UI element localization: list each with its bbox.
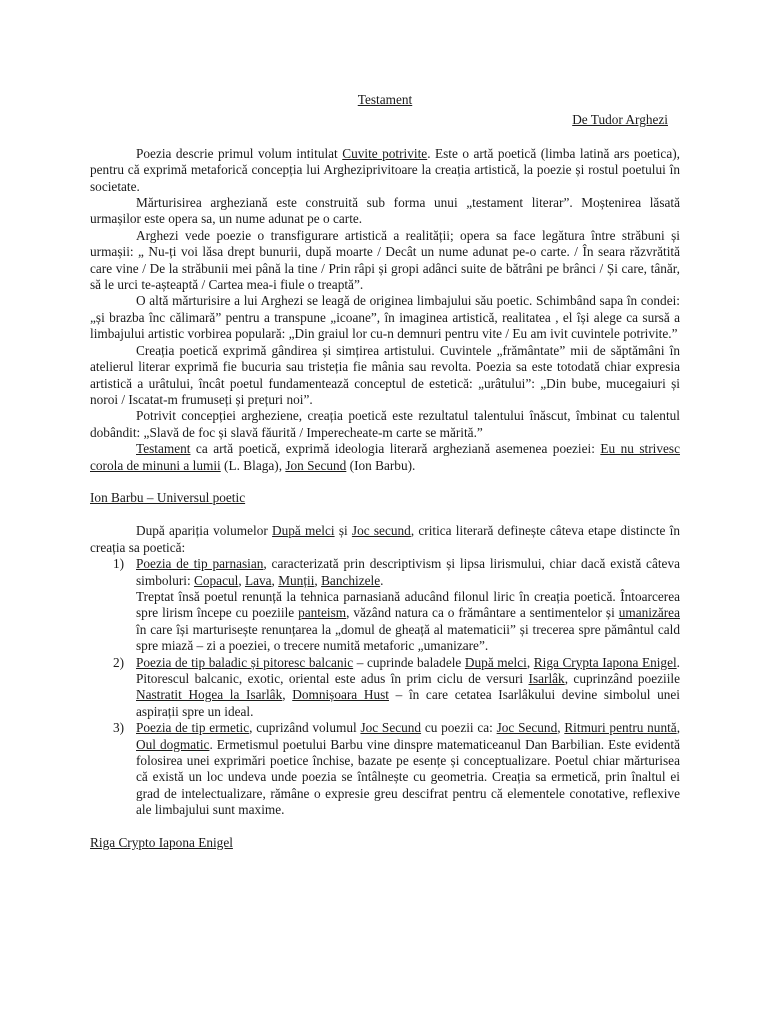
text-run: Poezia descrie primul volum intitulat (136, 145, 343, 161)
text-run: , caracterizată prin descriptivism și lipsa lirismului, chiar dacă există câteva simboluri: (136, 556, 681, 588)
underlined-reference: Lava (244, 572, 272, 588)
underlined-reference: Poezia de tip baladic și pitoresc balcanic (136, 654, 354, 670)
underlined-reference: Cuvite potrivite (342, 145, 428, 161)
text-run: , cuprizând volumul (249, 720, 361, 736)
underlined-reference: Testament (136, 441, 191, 457)
text-run: . Este o artă poetică (limba latină ars poetica), pentru că exprimă metaforică concepția lui Argheziprivitoare la creația artistică, la poezie și rostul poetului în societate. (90, 145, 680, 194)
text-run: – în care cetatea Isarlâkului devine simbolul unei aspirații spre un ideal. (136, 687, 680, 719)
underlined-reference: Joc Secund (360, 720, 422, 736)
text-run: Treptat însă poetul renunță la tehnica parnasiană aducând filonul liric în creația poetică. Întoarcerea spre lirism începe cu poeziile (136, 588, 680, 621)
paragraph-creatie (90, 343, 680, 409)
stage-list-item (90, 655, 680, 721)
text-run: , (271, 572, 279, 588)
underlined-reference: Copacul (194, 572, 239, 588)
text-run: (L. Blaga), (220, 457, 286, 473)
text-run: , (238, 572, 245, 588)
underlined-reference: Jon Secund (285, 457, 347, 473)
paragraph-testament (90, 195, 680, 228)
underlined-reference: Oul dogmatic (136, 736, 210, 752)
underlined-reference: Nastratit Hogea la Isarlâk (136, 687, 283, 703)
underlined-reference: Riga Crypta Iapona Enigel (533, 654, 677, 670)
underlined-reference: panteism (298, 605, 347, 621)
paragraph-limbaj (90, 293, 680, 342)
text-run: , văzând natura ca o frământare a sentimentelor și (346, 605, 619, 621)
text-run: și (334, 523, 352, 539)
underlined-reference: Isarlâk (528, 671, 565, 686)
text-run: După apariția volumelor (136, 523, 273, 539)
paragraph-intro (90, 146, 680, 195)
text-run: Creația poetică exprimă gândirea și simțirea artistului. Cuvintele „frământate” mii de săptămâni în atelierul literar exprimă fie bucuria sau tristeția fie mânia sau revolta. Poezia sa este totodată chiar expresia artistică a urâtului, încât poetul fundamentează conceptul de estetică: „urâtului”: „Din bube, mucegaiuri și noroi / Iscatat-m frumuseți și prețuri noi”. (90, 342, 680, 407)
stages-list (90, 556, 680, 819)
poem-author: De Tudor Arghezi (572, 112, 668, 128)
underlined-reference: Joc Secund (496, 720, 558, 736)
text-run: , (314, 572, 322, 588)
text-run: , (676, 720, 681, 736)
underlined-reference: Poezia de tip ermetic (136, 720, 250, 736)
text-run: , (557, 720, 565, 736)
text-run: – cuprinde baladele (353, 654, 465, 670)
underlined-reference: Munții (278, 572, 315, 588)
text-run: , (282, 687, 293, 703)
text-run: . Pitorescul balcanic, exotic, oriental este adus în prim ciclu de versuri (136, 654, 680, 686)
document-page (90, 92, 680, 851)
list-item-text (136, 720, 680, 817)
text-run: în care își marturisește renunțarea la „domul de gheață al matematicii” și trecerea spre pământul cald spre miază – zi a poeziei, o trecere numită metaforic „umanizare”. (136, 621, 680, 654)
underlined-reference: Joc secund (351, 523, 411, 539)
text-run: Arghezi vede poezie o transfigurare artistică a realității; opera sa face legătura între străbuni și urmașii: „ Nu-ți voi lăsa drept bunurii, după moarte / Decât un nume adunat pe-o carte. / În seara răzvrătită care vine / De la străbunii mei până la tine / Prin râpi și gropi adânci suite de bătrâni pe brânci / Și care, tânăr, să le urci te-așteaptă / Cartea mea-i fiule o treaptă”. (90, 227, 680, 293)
list-number: 3) (113, 720, 125, 736)
text-run: Potrivit concepției argheziene, creația poetică este rezultatul talentului înăscut, îmbinat cu talentul dobândit: „Slavă de foc și slavă făurită / Imperecheate-m carte se mărită.” (90, 408, 680, 440)
text-run: . Ermetismul poetului Barbu vine dinspre matematiceanul Dan Barbilian. Este evidentă folosirea unei exprimări poetice închise, bazate pe esențe și conceptualizare. Poetul chiar mărturisea că există un loc undeva unde poezia se întâlnește cu geometria. Creația sa ermetică, prin înaltul ei grad de intelectualizare, rămâne o expresie greu descifrat pentru că elementele conotative, reflexive ale limbajului sunt maxime. (136, 736, 681, 818)
underlined-reference: Eu nu strivesc corola de minuni a lumii (90, 441, 680, 473)
text-run: , critica literară definește câteva etape distincte în creația sa poetică: (90, 523, 680, 555)
list-number: 1) (113, 556, 125, 572)
underlined-reference: Ritmuri pentru nuntă (564, 720, 677, 736)
underlined-reference: Domnișoara Hust (292, 687, 389, 703)
list-item-text (136, 655, 680, 719)
underlined-reference: Banchizele (321, 572, 381, 588)
text-run: cu poezii ca: (421, 720, 497, 736)
paragraph-ars-poetica (90, 441, 680, 474)
section-heading-riga: Riga Crypto Iapona Enigel (90, 834, 233, 850)
list-number: 2) (113, 654, 125, 670)
text-run: O altă mărturisire a lui Arghezi se leagă de originea limbajului său poetic. Schimbând sapa în condei: „și brazba înc călimară” pentru a transpune „icoane”, în imaginea artistică, realitatea , el își alege ca sursă a limbajului artistic vorbirea populară: „Din graiul lor cu-n demnuri pentru vite / Eu am ivit cuvintele potrivite.” (90, 293, 680, 342)
text-run: , (526, 654, 534, 670)
text-run: (Ion Barbu). (346, 457, 416, 473)
text-run: , cuprinzând poeziile (564, 671, 680, 686)
paragraph-etape (90, 523, 680, 556)
paragraph-transfigurare (90, 228, 680, 294)
underlined-reference: După melci (272, 523, 335, 539)
poem-title: Testament (357, 92, 413, 107)
text-run: . (380, 572, 384, 588)
paragraph-talent (90, 408, 680, 441)
section-heading-barbu: Ion Barbu – Universul poetic (90, 489, 246, 505)
text-run: Mărturisirea argheziană este construită sub forma unui „testament literar”. Moștenirea lăsată urmașilor este opera sa, un nume adunat pe o carte. (90, 195, 680, 227)
underlined-reference: Poezia de tip parnasian (136, 556, 264, 572)
list-item-text (136, 556, 680, 587)
stage-list-item (90, 556, 680, 654)
stage-list-item (90, 720, 680, 818)
underlined-reference: umanizărea (618, 605, 680, 621)
underlined-reference: După melci (464, 654, 527, 670)
text-run: ca artă poetică, exprimă ideologia literară argheziană asemenea poeziei: (190, 441, 601, 457)
list-item-continuation (136, 589, 680, 655)
